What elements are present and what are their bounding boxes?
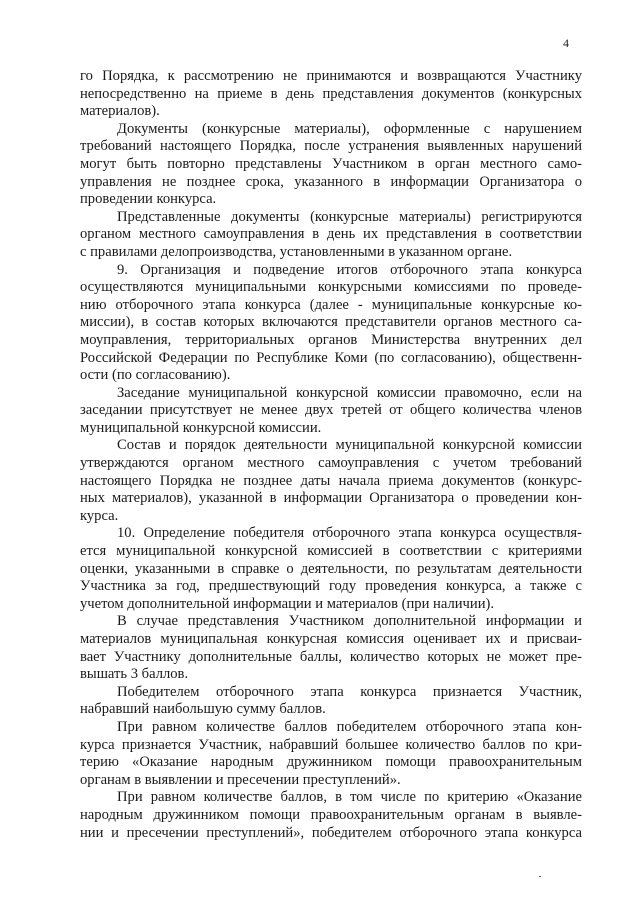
text-line: заседании присутствует не менее двух третей от общего количества членов xyxy=(80,402,582,419)
text-line: В случае представления Участником дополнительной информации и xyxy=(117,613,582,630)
text-line: управления не позднее срока, указанного в информации Организатора о xyxy=(80,173,582,190)
text-line: курса признается Участник, набравший большее количество баллов по кри- xyxy=(80,736,582,753)
text-line: непосредственно на приеме в день представления документов (конкурсных xyxy=(80,85,582,102)
text-line: осуществляются муниципальными конкурсными комиссиями по проведе- xyxy=(80,279,582,296)
scan-mark xyxy=(539,876,541,877)
text-line: оценки, указанными в справке о деятельности, по результатам деятельности xyxy=(80,560,582,577)
text-line: Документы (конкурсные материалы), оформленные с нарушением xyxy=(117,120,582,137)
text-line: Участника за год, предшествующий году проведения конкурса, а также с xyxy=(80,578,582,595)
page-number: 4 xyxy=(563,36,569,50)
text-line: органом местного самоуправления в день их представления в соответствии xyxy=(80,226,582,243)
text-line: терию «Оказание народным дружинником помощи правоохранительным xyxy=(80,754,582,771)
text-line: Победителем отборочного этапа конкурса признается Участник, xyxy=(117,683,582,700)
text-line: требований настоящего Порядка, после устранения выявленных нарушений xyxy=(80,138,582,155)
text-line: органам в выявлении и пресечении преступлений». xyxy=(80,771,401,788)
text-line: с правилами делопроизводства, установленными в указанном органе. xyxy=(80,243,513,260)
text-line: набравший наибольшую сумму баллов. xyxy=(80,701,326,718)
text-line: учетом дополнительной информации и материалов (при наличии). xyxy=(80,595,495,612)
text-line: вышать 3 баллов. xyxy=(80,666,189,683)
text-line: Представленные документы (конкурсные материалы) регистрируются xyxy=(117,208,582,225)
text-line: Состав и порядок деятельности муниципальной конкурсной комиссии xyxy=(117,437,582,454)
text-line: народным дружинником помощи правоохранительным органам в выявле- xyxy=(80,806,582,823)
text-line: курса. xyxy=(80,507,119,524)
text-line: При равном количестве баллов победителем отборочного этапа кон- xyxy=(117,718,582,735)
text-line: проведении конкурса. xyxy=(80,191,217,208)
text-line: утверждаются органом местного самоуправления с учетом требований xyxy=(80,455,582,472)
text-line: материалов). xyxy=(80,103,160,120)
text-line: ется муниципальной конкурсной комиссией в соответствии с критериями xyxy=(80,543,582,560)
text-line: ости (по согласованию). xyxy=(80,367,231,384)
text-line: Заседание муниципальной конкурсной комиссии правомочно, если на xyxy=(117,384,582,401)
text-line: муниципальной конкурсной комиссии. xyxy=(80,419,322,436)
text-line: При равном количестве баллов, в том числе по критерию «Оказание xyxy=(117,789,582,806)
text-line: го Порядка, к рассмотрению не принимаются и возвращаются Участнику xyxy=(80,68,582,84)
text-line: настоящего Порядка не позднее даты начала приема документов (конкурс- xyxy=(80,472,582,489)
text-line: моуправления, территориальных органов Министерства внутренних дел xyxy=(80,331,582,348)
text-line: нию отборочного этапа конкурса (далее - муниципальные конкурсные ко- xyxy=(80,296,582,313)
text-line: ных материалов), указанной в информации Организатора о проведении кон- xyxy=(80,490,582,507)
text-line: Российской Федерации по Республике Коми (по согласованию), общественн- xyxy=(80,349,582,366)
text-line: 10. Определение победителя отборочного этапа конкурса осуществля- xyxy=(117,525,582,542)
text-line: 9. Организация и подведение итогов отборочного этапа конкурса xyxy=(117,261,582,278)
text-line: миссии), в состав которых включаются представители органов местного са- xyxy=(80,314,582,331)
text-line: могут быть повторно представлены Участником в орган местного само- xyxy=(80,155,582,172)
text-line: вает Участнику дополнительные баллы, количество которых не может пре- xyxy=(80,648,582,665)
text-line: материалов муниципальная конкурсная комиссия оценивает их и присваи- xyxy=(80,631,582,647)
document-body xyxy=(80,68,582,842)
text-line: нии и пресечении преступлений», победителем отборочного этапа конкурса xyxy=(80,824,582,841)
